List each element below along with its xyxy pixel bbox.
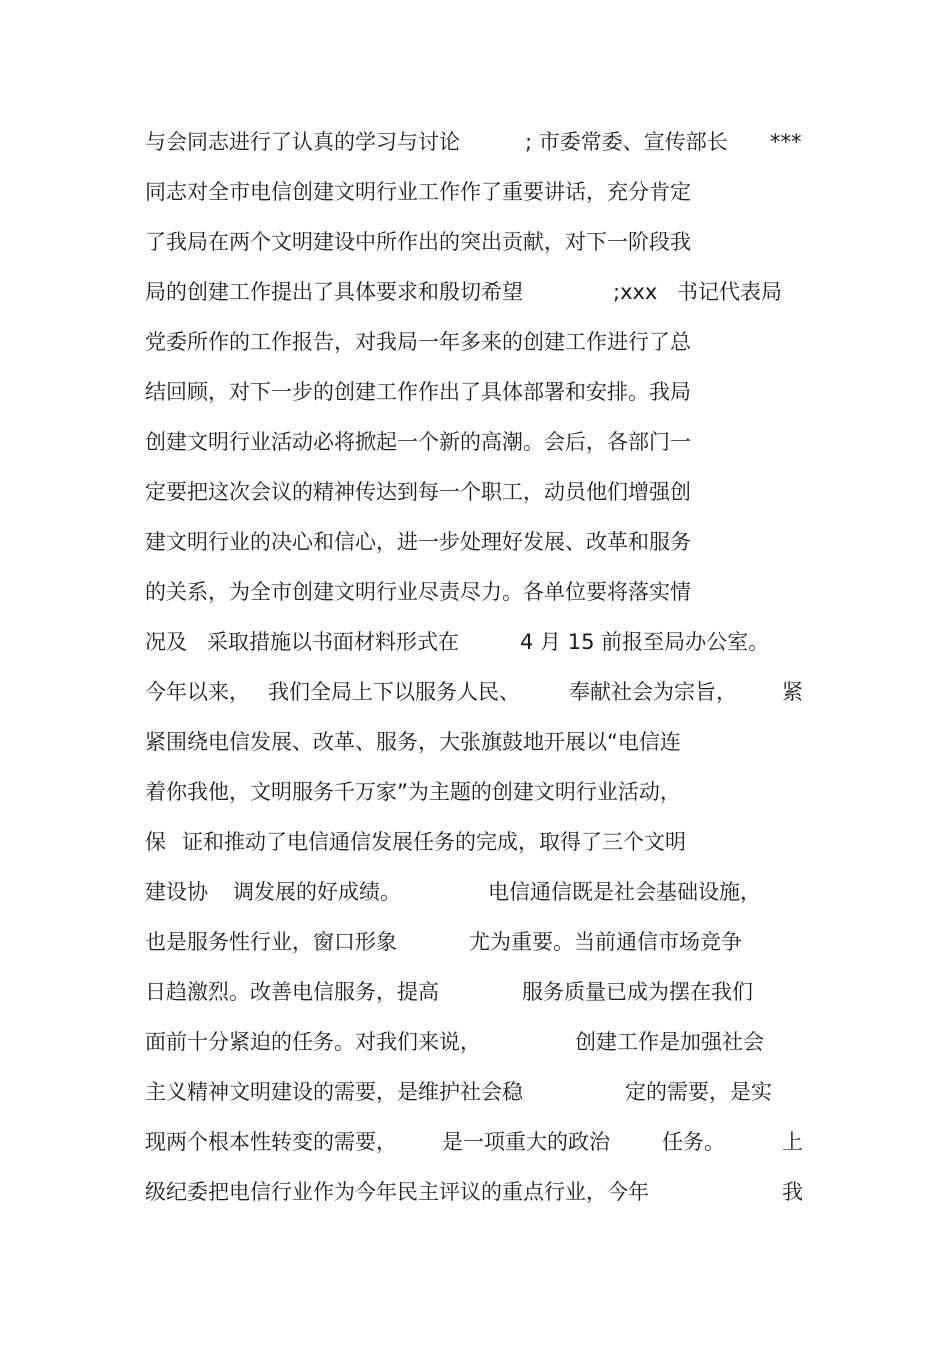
text-segment: 建设协 bbox=[145, 880, 208, 904]
text-segment: 奉献社会为宗旨， bbox=[569, 680, 737, 704]
text-segment: 保 bbox=[145, 830, 166, 854]
text-segment: 是一项重大的政治 bbox=[442, 1130, 610, 1154]
text-segment: 与会同志进行了认真的学习与讨论 bbox=[145, 130, 460, 154]
text-segment: 建文明行业的决心和信心，进一步处理好发展、改革和服务 bbox=[145, 530, 691, 554]
text-segment: 创建文明行业活动必将掀起一个新的高潮。会后，各部门一 bbox=[145, 430, 691, 454]
text-segment: 我 bbox=[782, 1180, 803, 1204]
text-segment: 尤为重要。当前通信市场竞争 bbox=[469, 930, 742, 954]
text-segment: 同志对全市电信创建文明行业工作作了重要讲话，充分肯定 bbox=[145, 180, 691, 204]
text-segment: 电信通信既是社会基础设施， bbox=[488, 880, 761, 904]
text-segment: 今年以来， bbox=[145, 680, 250, 704]
text-segment: ;xxx bbox=[613, 280, 658, 304]
text-segment: 现两个根本性转变的需要， bbox=[145, 1130, 397, 1154]
text-segment: 我们全局上下以服务人民、 bbox=[268, 680, 520, 704]
text-segment: 定要把这次会议的精神传达到每一个职工，动员他们增强创 bbox=[145, 480, 691, 504]
text-segment: 结回顾，对下一步的创建工作作出了具体部署和安排。我局 bbox=[145, 380, 691, 404]
text-segment: 级纪委把电信行业作为今年民主评议的重点行业，今年 bbox=[145, 1180, 649, 1204]
text-segment: 日趋激烈。改善电信服务，提高 bbox=[145, 980, 439, 1004]
text-segment: 着你我他，文明服务千万家”为主题的创建文明行业活动， bbox=[145, 780, 681, 804]
text-segment: 党委所作的工作报告，对我局一年多来的创建工作进行了总 bbox=[145, 330, 691, 354]
text-segment: 况及 bbox=[145, 630, 187, 654]
text-segment: 调发展的好成绩。 bbox=[233, 880, 401, 904]
text-segment: 局的创建工作提出了具体要求和殷切希望 bbox=[145, 280, 523, 304]
text-segment: 主义精神文明建设的需要，是维护社会稳 bbox=[145, 1080, 523, 1104]
text-segment: 定的需要，是实 bbox=[625, 1080, 772, 1104]
text-segment: 书记代表局 bbox=[677, 280, 782, 304]
text-segment: 4 月 15 前报至局办公室。 bbox=[520, 630, 770, 654]
text-segment: 面前十分紧迫的任务。对我们来说， bbox=[145, 1030, 481, 1054]
text-segment: 任务。 bbox=[662, 1130, 725, 1154]
text-segment: 上 bbox=[782, 1130, 803, 1154]
text-segment: 采取措施以书面材料形式在 bbox=[207, 630, 459, 654]
text-segment: 紧围绕电信发展、改革、服务，大张旗鼓地开展以“电信连 bbox=[145, 730, 681, 754]
text-segment: 创建工作是加强社会 bbox=[575, 1030, 764, 1054]
text-segment: 了我局在两个文明建设中所作出的突出贡献，对下一阶段我 bbox=[145, 230, 691, 254]
text-segment: *** bbox=[770, 130, 802, 154]
text-segment: 证和推动了电信通信发展任务的完成，取得了三个文明 bbox=[182, 830, 686, 854]
text-segment: 服务质量已成为摆在我们 bbox=[522, 980, 753, 1004]
text-segment: 的关系，为全市创建文明行业尽责尽力。各单位要将落实情 bbox=[145, 580, 691, 604]
text-segment: 紧 bbox=[782, 680, 803, 704]
text-segment: 也是服务性行业，窗口形象 bbox=[145, 930, 397, 954]
text-segment: ; 市委常委、宣传部长 bbox=[525, 130, 728, 154]
